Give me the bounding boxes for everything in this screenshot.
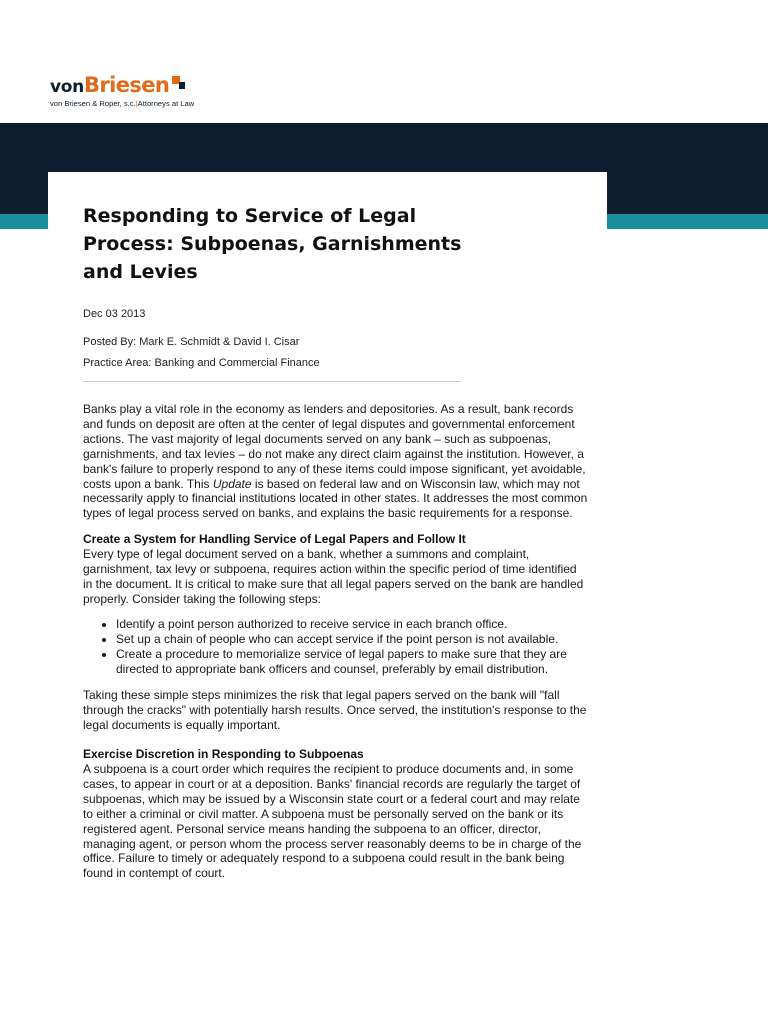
practice-area: Practice Area: Banking and Commercial Finance [83, 357, 320, 369]
intro-emphasis: Update [212, 476, 252, 491]
section-heading-service: Create a System for Handling Service of Legal Papers and Follow It [83, 532, 466, 547]
logo-tagline [50, 99, 194, 108]
posted-by: Posted By: Mark E. Schmidt & David I. Cisar [83, 336, 300, 348]
section-body-service: Every type of legal document served on a bank, whether a summons and complaint, garnishment, tax levy or subpoena, requires action within the specific period of time identified in the document. It is critical to make sure that all legal papers served on the bank are handled properly. Consider taking the following steps: [83, 547, 584, 606]
divider [83, 381, 460, 382]
logo-firm-name: von Briesen & Roper, s.c. [50, 99, 136, 108]
logo-wordmark [50, 72, 194, 96]
steps-list [83, 617, 588, 677]
firm-logo[interactable] [50, 72, 194, 108]
section-heading-subpoenas: Exercise Discretion in Responding to Subpoenas [83, 747, 364, 762]
article-card [48, 172, 607, 1024]
intro-paragraph [83, 402, 588, 521]
section-body-subpoenas: A subpoena is a court order which requires the recipient to produce documents and, in some cases, to appear in court or at a deposition. Banks' financial records are regularly the target of subpoenas, which may be issued by a Wisconsin state court or a federal court and may relate to either a criminal or civil matter. A subpoena must be personally served on the bank or its registered agent. Personal service means handing the subpoena to an officer, director, managing agent, or person whom the process server reasonably deems to be in charge of the office. Failure to timely or adequately respond to a subpoena could result in the bank being found in contempt of court. [83, 762, 582, 881]
list-item: • Create a procedure to memorialize service of legal papers to make sure that they are directed to appropriate bank officers and counsel, preferably by email distribution. [116, 647, 588, 677]
section-closing-service: Taking these simple steps minimizes the risk that legal papers served on the bank will "fall through the cracks" with potentially harsh results. Once served, the institution's response to the legal documents is equally important. [83, 688, 587, 733]
list-item: • Set up a chain of people who can accept service if the point person is not available. [116, 632, 588, 647]
logo-square-icon [172, 76, 185, 89]
logo-separator: | [135, 99, 138, 108]
intro-text-a: Banks play a vital role in the economy as lenders and depositories. As a result, bank records and funds on deposit are often at the center of legal disputes and governmental enforcement actions. The vast majority of legal documents served on any bank – such as subpoenas, garnishments, and tax levies – do not make any direct claim against the institution. However, a bank's failure to properly respond to any of these items could impose significant, yet avoidable, costs upon a bank. This [83, 402, 586, 491]
article-title: Responding to Service of Legal Process: Subpoenas, Garnishments and Levies [83, 205, 462, 283]
logo-von-text: von [50, 77, 84, 97]
article-content [83, 202, 588, 881]
logo-briesen-text: Briesen [83, 73, 170, 97]
article-date: Dec 03 2013 [83, 308, 146, 320]
intro-text-b: is based on federal law and on Wisconsin law, which may not necessarily apply to financial institutions located in other states. It addresses the most common types of legal process served on banks, and explains the basic requirements for a response. [83, 476, 588, 521]
list-item: • Identify a point person authorized to receive service in each branch office. [116, 617, 588, 632]
logo-attorneys: Attorneys at Law [137, 99, 195, 108]
